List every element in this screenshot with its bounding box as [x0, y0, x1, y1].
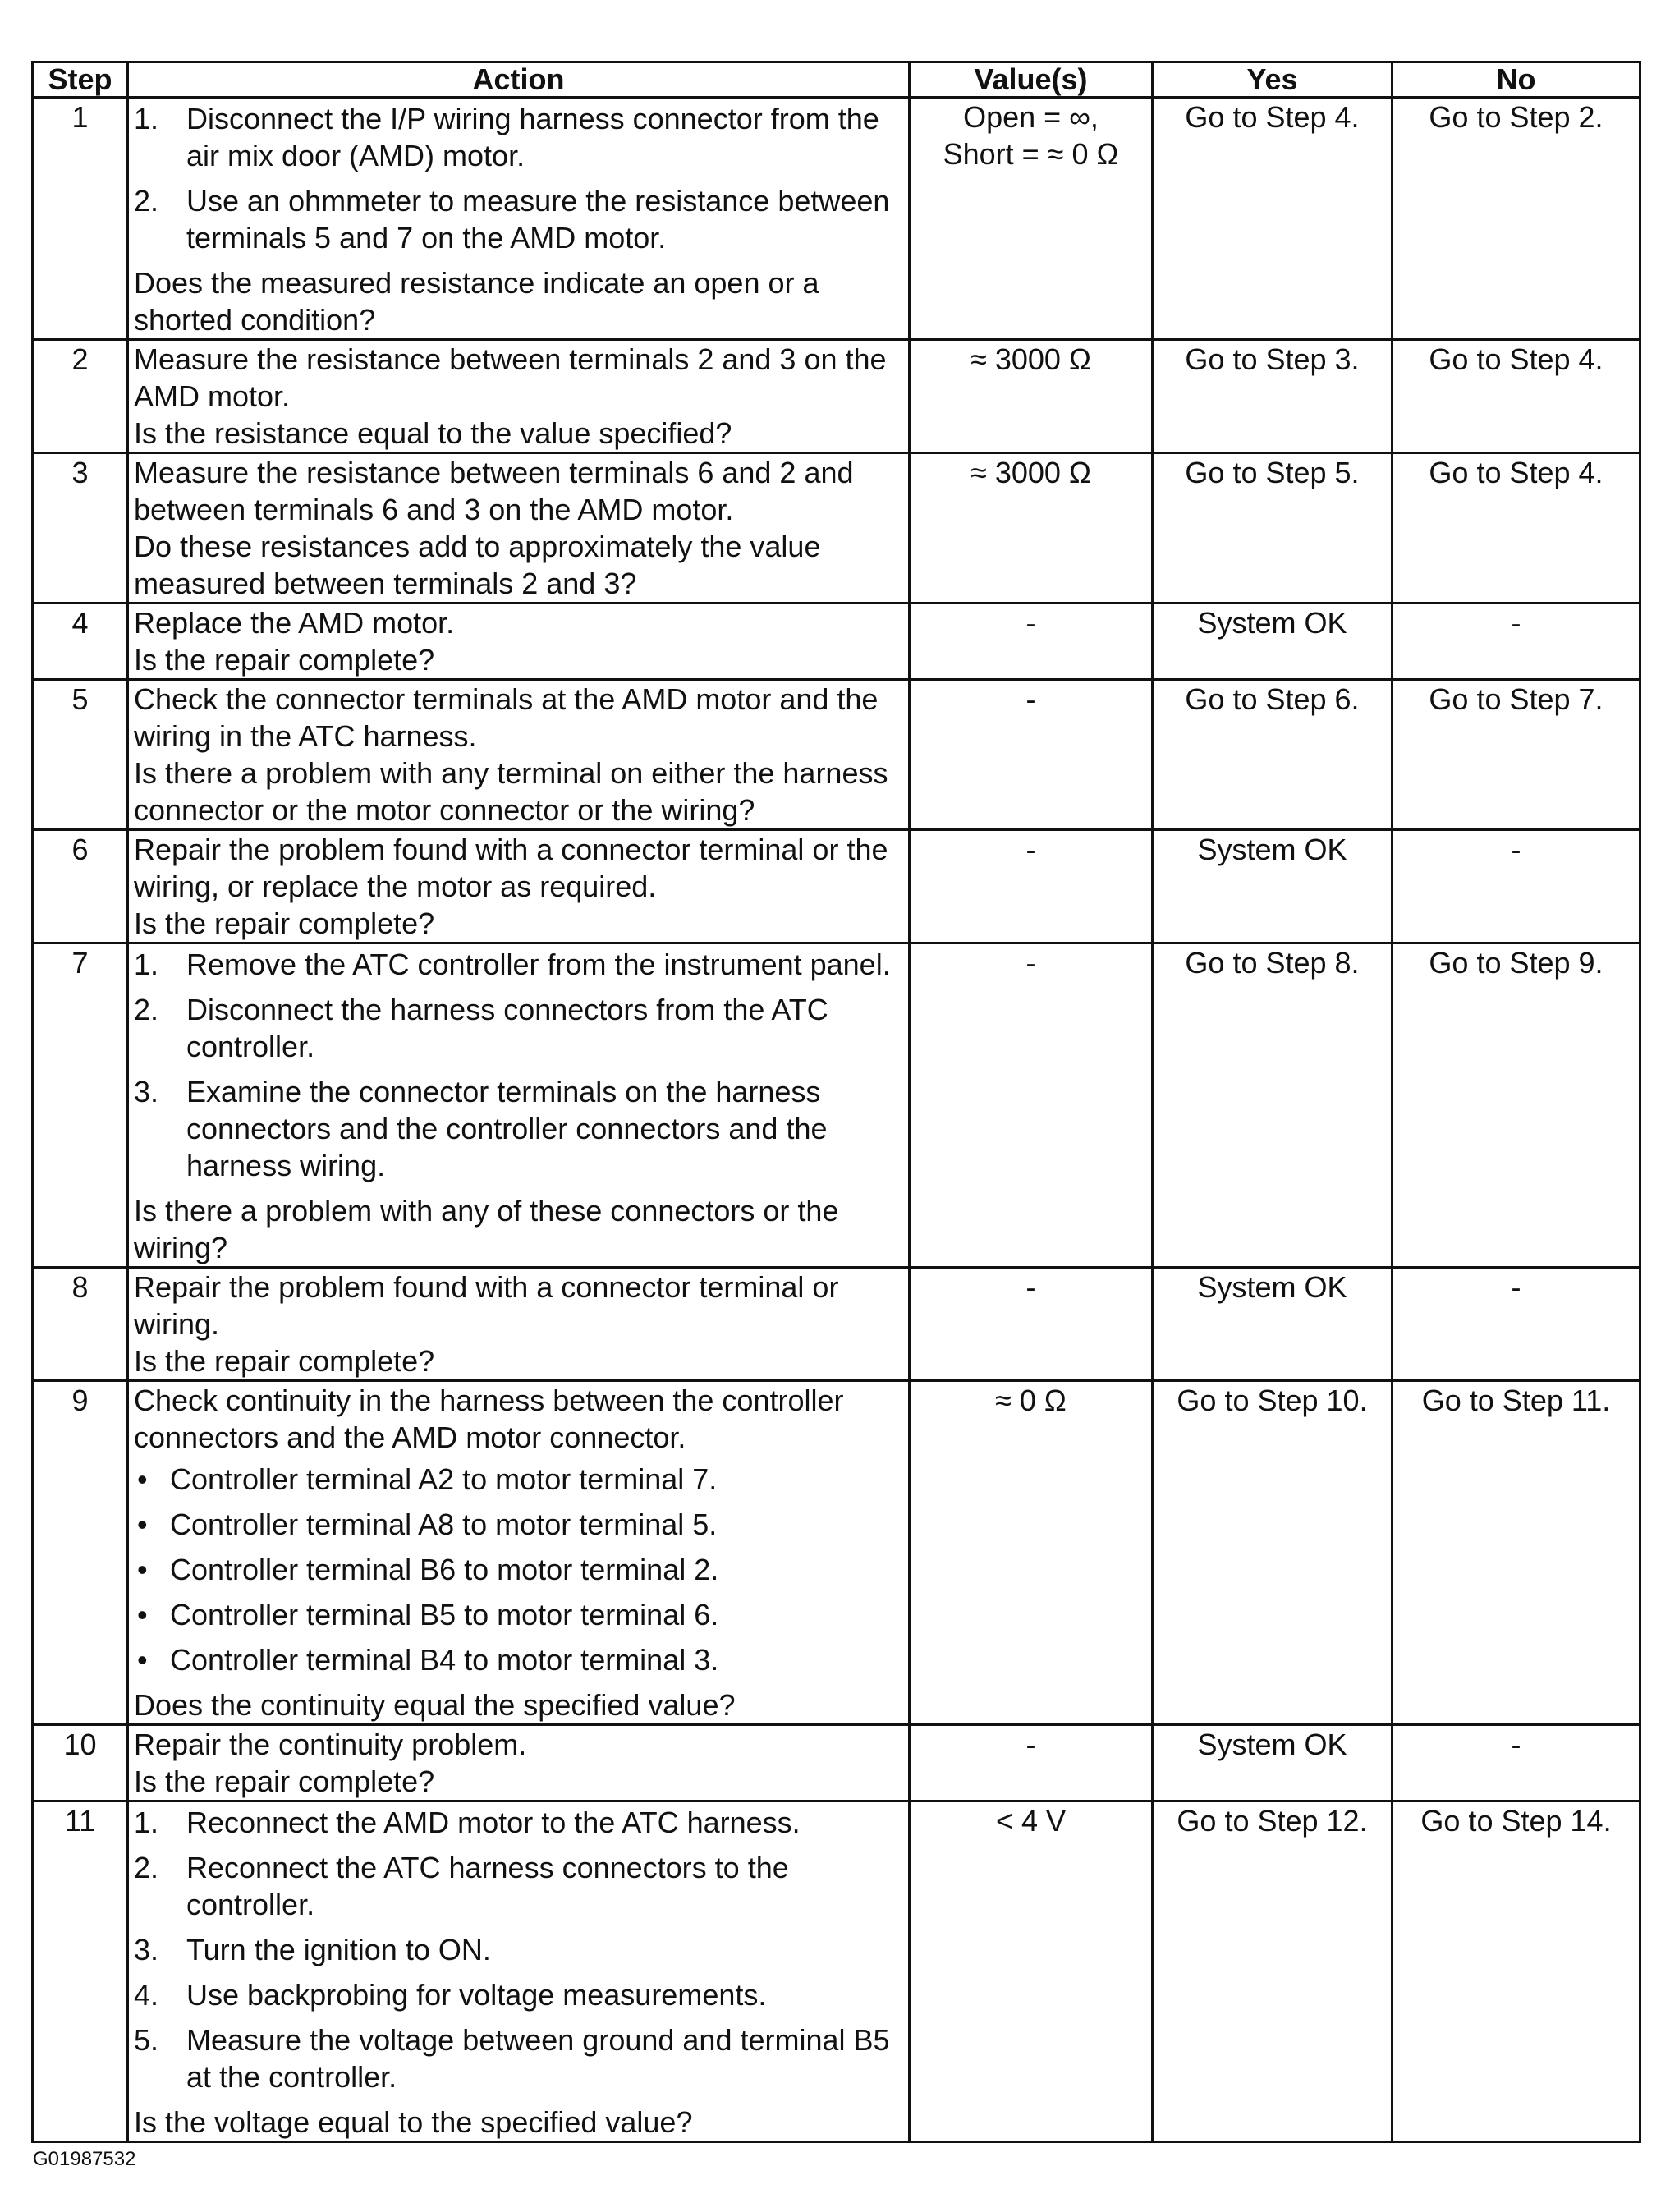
header-no: No: [1392, 62, 1640, 98]
no-cell: Go to Step 11.: [1392, 1381, 1640, 1725]
value-text: ≈ 0 Ω: [995, 1384, 1067, 1417]
action-text: Is the voltage equal to the specified value?: [134, 2105, 693, 2139]
value-text: ≈ 3000 Ω: [970, 456, 1091, 489]
action-text: Is the repair complete?: [134, 1344, 435, 1378]
instruction-text: Controller terminal B6 to motor terminal 2.: [170, 1553, 719, 1586]
no-cell: Go to Step 14.: [1392, 1801, 1640, 2142]
step-cell: 4: [33, 603, 128, 680]
action-text: Is the repair complete?: [134, 1765, 435, 1798]
value-text: -: [1025, 1270, 1036, 1304]
value-text: -: [1025, 606, 1036, 640]
value-cell: [910, 98, 1153, 340]
instruction-text: Controller terminal B4 to motor terminal 3.: [170, 1643, 719, 1677]
no-cell: -: [1392, 830, 1640, 943]
table-body: [33, 98, 1640, 2142]
value-cell: [910, 1801, 1153, 2142]
action-text: Repair the continuity problem.: [134, 1728, 527, 1761]
value-cell: [910, 340, 1153, 453]
step-cell: 7: [33, 943, 128, 1268]
bullet-icon: •: [137, 1643, 148, 1677]
step-cell: 5: [33, 680, 128, 830]
instruction-text: Remove the ATC controller from the instrument panel.: [186, 948, 891, 981]
instruction-text: Use backprobing for voltage measurements.: [186, 1978, 767, 2012]
figure-id: G01987532: [33, 2148, 136, 2170]
bullet-icon: •: [137, 1462, 148, 1496]
instruction-text: Reconnect the ATC harness connectors to the controller.: [186, 1851, 789, 1921]
table-row: [33, 603, 1640, 680]
no-cell: Go to Step 9.: [1392, 943, 1640, 1268]
no-cell: Go to Step 4.: [1392, 453, 1640, 603]
yes-cell: Go to Step 3.: [1153, 340, 1392, 453]
instruction-text: Examine the connector terminals on the harness connectors and the controller connectors and the harness wiring.: [186, 1075, 828, 1182]
action-cell: [128, 1381, 910, 1725]
numbered-instruction: [134, 1931, 903, 1968]
instruction-number: 3.: [134, 1075, 159, 1108]
numbered-instruction: [134, 946, 903, 983]
no-cell: Go to Step 7.: [1392, 680, 1640, 830]
instruction-number: 1.: [134, 102, 159, 135]
value-text: < 4 V: [995, 1804, 1067, 1838]
value-cell: [910, 453, 1153, 603]
table-row: [33, 943, 1640, 1268]
no-cell: Go to Step 4.: [1392, 340, 1640, 453]
value-cell: [910, 1725, 1153, 1801]
header-yes: Yes: [1153, 62, 1392, 98]
action-cell: [128, 603, 910, 680]
action-text: Repair the problem found with a connector terminal or the wiring, or replace the motor as required.: [134, 833, 888, 903]
instruction-text: Measure the voltage between ground and terminal B5 at the controller.: [186, 2023, 890, 2094]
table-row: [33, 98, 1640, 340]
action-cell: [128, 1268, 910, 1381]
step-cell: 1: [33, 98, 128, 340]
value-text: ≈ 3000 Ω: [970, 342, 1091, 376]
yes-cell: Go to Step 10.: [1153, 1381, 1392, 1725]
instruction-text: Use an ohmmeter to measure the resistance between terminals 5 and 7 on the AMD motor.: [186, 184, 890, 255]
action-cell: [128, 340, 910, 453]
header-action: Action: [128, 62, 910, 98]
value-cell: [910, 943, 1153, 1268]
bullet-icon: •: [137, 1508, 148, 1541]
numbered-instruction: [134, 1849, 903, 1923]
table-row: [33, 830, 1640, 943]
step-cell: 8: [33, 1268, 128, 1381]
instruction-text: Disconnect the harness connectors from the ATC controller.: [186, 993, 828, 1063]
no-cell: Go to Step 2.: [1392, 98, 1640, 340]
table-row: [33, 680, 1640, 830]
instruction-number: 2.: [134, 1851, 159, 1884]
yes-cell: System OK: [1153, 830, 1392, 943]
action-cell: [128, 1725, 910, 1801]
numbered-instruction: [134, 1804, 903, 1841]
header-values: Value(s): [910, 62, 1153, 98]
value-text: -: [1025, 1728, 1036, 1761]
instruction-text: Controller terminal B5 to motor terminal 6.: [170, 1598, 719, 1631]
yes-cell: Go to Step 5.: [1153, 453, 1392, 603]
action-text: Does the continuity equal the specified value?: [134, 1688, 736, 1722]
value-cell: [910, 680, 1153, 830]
yes-cell: System OK: [1153, 603, 1392, 680]
numbered-instruction: [134, 1976, 903, 2013]
bullet-instruction: [134, 1641, 903, 1678]
yes-cell: System OK: [1153, 1725, 1392, 1801]
table-row: [33, 1381, 1640, 1725]
numbered-instruction: [134, 182, 903, 256]
action-cell: [128, 943, 910, 1268]
action-text: Is there a problem with any of these connectors or the wiring?: [134, 1194, 839, 1264]
no-cell: -: [1392, 603, 1640, 680]
action-cell: [128, 830, 910, 943]
value-text: -: [1025, 682, 1036, 716]
instruction-number: 4.: [134, 1978, 159, 2012]
numbered-instruction: [134, 991, 903, 1065]
value-cell: [910, 1268, 1153, 1381]
action-text: Does the measured resistance indicate an open or a shorted condition?: [134, 266, 819, 337]
value-cell: [910, 1381, 1153, 1725]
action-text: Is the repair complete?: [134, 643, 435, 677]
action-text: Repair the problem found with a connector terminal or wiring.: [134, 1270, 839, 1341]
table-row: [33, 453, 1640, 603]
instruction-text: Controller terminal A2 to motor terminal 7.: [170, 1462, 718, 1496]
instruction-number: 1.: [134, 1806, 159, 1839]
action-text: Measure the resistance between terminals 2 and 3 on the AMD motor.: [134, 342, 887, 413]
no-cell: -: [1392, 1725, 1640, 1801]
action-cell: [128, 453, 910, 603]
yes-cell: Go to Step 6.: [1153, 680, 1392, 830]
instruction-text: Disconnect the I/P wiring harness connector from the air mix door (AMD) motor.: [186, 102, 879, 172]
step-cell: 10: [33, 1725, 128, 1801]
action-text: Check the connector terminals at the AMD motor and the wiring in the ATC harness.: [134, 682, 879, 753]
numbered-instruction: [134, 2022, 903, 2095]
table-row: [33, 340, 1640, 453]
action-text: Check continuity in the harness between the controller connectors and the AMD motor connector.: [134, 1384, 844, 1454]
action-text: Do these resistances add to approximately the value measured between terminals 2 and 3?: [134, 530, 821, 600]
value-text: Open = ∞,: [963, 100, 1099, 134]
step-cell: 11: [33, 1801, 128, 2142]
yes-cell: System OK: [1153, 1268, 1392, 1381]
value-text: -: [1025, 946, 1036, 980]
bullet-icon: •: [137, 1553, 148, 1586]
instruction-number: 5.: [134, 2023, 159, 2057]
no-cell: -: [1392, 1268, 1640, 1381]
numbered-instruction: [134, 100, 903, 174]
diagnostic-table: [31, 61, 1641, 2143]
instruction-number: 2.: [134, 184, 159, 218]
yes-cell: Go to Step 12.: [1153, 1801, 1392, 2142]
value-text: -: [1025, 833, 1036, 866]
bullet-instruction: [134, 1506, 903, 1543]
value-cell: [910, 830, 1153, 943]
instruction-number: 3.: [134, 1933, 159, 1966]
table-row: [33, 1268, 1640, 1381]
instruction-text: Reconnect the AMD motor to the ATC harness.: [186, 1806, 801, 1839]
action-cell: [128, 1801, 910, 2142]
step-cell: 6: [33, 830, 128, 943]
instruction-text: Turn the ignition to ON.: [186, 1933, 491, 1966]
value-text: Short = ≈ 0 Ω: [943, 137, 1119, 171]
table-row: [33, 1725, 1640, 1801]
value-cell: [910, 603, 1153, 680]
yes-cell: Go to Step 8.: [1153, 943, 1392, 1268]
action-text: Replace the AMD motor.: [134, 606, 455, 640]
step-cell: 9: [33, 1381, 128, 1725]
instruction-number: 2.: [134, 993, 159, 1026]
instruction-text: Controller terminal A8 to motor terminal 5.: [170, 1508, 718, 1541]
action-cell: [128, 680, 910, 830]
step-cell: 2: [33, 340, 128, 453]
action-text: Is the resistance equal to the value specified?: [134, 416, 732, 450]
table-row: [33, 1801, 1640, 2142]
step-cell: 3: [33, 453, 128, 603]
numbered-instruction: [134, 1073, 903, 1184]
action-cell: [128, 98, 910, 340]
action-text: Is there a problem with any terminal on either the harness connector or the motor connector or the wiring?: [134, 756, 888, 827]
bullet-icon: •: [137, 1598, 148, 1631]
instruction-number: 1.: [134, 948, 159, 981]
action-text: Measure the resistance between terminals 6 and 2 and between terminals 6 and 3 on the AMD motor.: [134, 456, 854, 526]
header-step: Step: [33, 62, 128, 98]
bullet-instruction: [134, 1596, 903, 1633]
table-header-row: [33, 62, 1640, 98]
action-text: Is the repair complete?: [134, 906, 435, 940]
bullet-instruction: [134, 1461, 903, 1498]
bullet-instruction: [134, 1551, 903, 1588]
yes-cell: Go to Step 4.: [1153, 98, 1392, 340]
